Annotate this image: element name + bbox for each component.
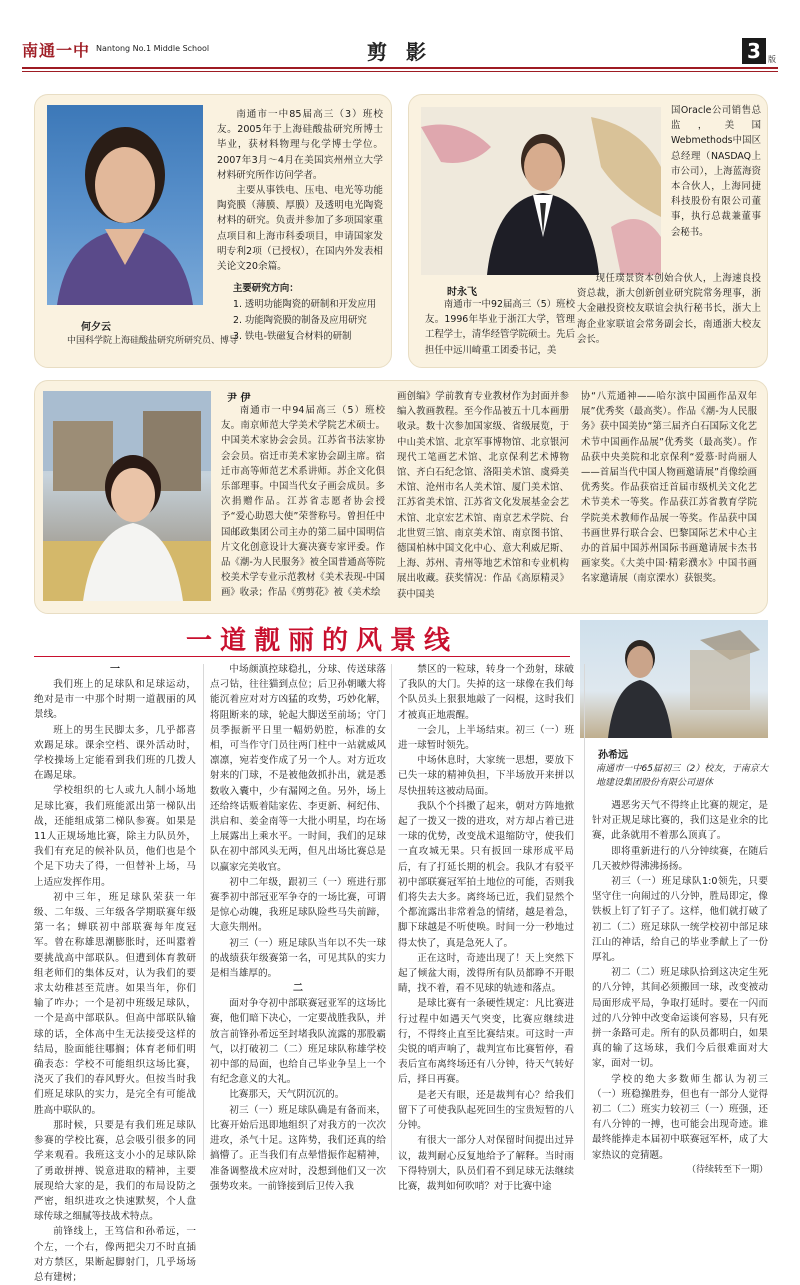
portrait-figure [580,620,768,738]
bio-he [217,107,383,274]
research-item: 1. 透明功能陶瓷的研制和开发应用 [233,299,377,310]
research-item: 2. 功能陶瓷膜的制备及应用研究 [233,315,367,326]
article-text-2 [210,662,386,1194]
school-logo-cn: 南通一中 [22,41,91,60]
page-suffix: 版 [768,55,776,64]
article-paragraph: 即将重新进行的八分钟续赛，在随后几天被炒得沸沸扬扬。 [592,845,768,872]
portrait-figure [47,105,203,305]
profile-panel-he [34,94,392,368]
name-sun: 孙希远 [598,750,628,761]
header-rule [22,67,778,69]
bio-shi-p: 南通市一中92届高三（5）班校友。1996年毕业于浙江大学，管理工程学士，清华经管学院硕士。先后担任中远川崎重工团委书记，美 [425,299,576,356]
header-rule-thin [22,71,778,72]
article-paragraph: 遇恶劣天气不得终止比赛的规定，是针对正规足球比赛的，我们这是业余的比赛，此条就用不着那么顶真了。 [592,800,768,842]
bio-yin-col3: 协“八荒通神——哈尔滨中国画作品双年展”优秀奖（最高奖）。作品《潮-为人民服务》获中国美协“第三届齐白石国际文化艺术节中国画作品展”优秀奖（最高奖）。作品获中央美院和北京保利“爱慕·时尚丽人——首届当代中国人物画邀请展”肖像绘画优秀奖。作品获宿迁首届市级机关文化艺术节美术一等奖。作品获江苏省教育学院学院美术教师作品展一等奖。作品获中国书画世界行联合会、巴黎国际艺术中心主办的首届中国苏州国际书画邀请展卡杰书画家奖。《大美中国·精彩濮水》中国书画名家邀请展（南京溧水）获银奖。 [581,391,757,585]
portrait-figure [421,107,661,275]
article-paragraph: 我们班上的足球队和足球运动，绝对是市一中那个时期一道靓丽的风景线。 [34,679,196,721]
article-paragraph: 我队个个抖擞了起来，朝对方阵地掀起了一拨又一拨的进攻，对方却占着已进一球的优势，改变战术退缩防守，使我们一直攻城无果。只有扳回一球形成平局后，有了打延长期的机会。我队才有驳平初中部联赛冠军拍土地位的可能，否则我们将失去大多。离终场已近，我们显然个个都流露出非常着急的情绪，越是着急，脚下球越是不听使唤。时间一分一秒地过得太快了，真是急死人了。 [398,800,574,949]
article-paragraph: 班上的男生民脚太多，几乎都喜欢踢足球。课余空档、课外活动时，学校操场上定能看到我们班的几拨人在踢足球。 [34,724,196,782]
portrait-figure [43,391,211,601]
section-number: 二 [293,983,303,995]
bio-yin-p1: 南通市一中94届高三（5）班校友。南京师范大学美术学院艺术硕士。中国美术家协会会员。江苏省书法家协会会员。宿迁市美术家协会副主席。宿迁市高等师范艺术系讲师。苏企文化俱乐部理事。中国当代女子画会成员。多次捐赠作品。江苏省志愿者协会授予“爱心助恩大使”荣誉称号。曾担任中国邮政集团公司主办的第二届中国明信片文化创意设计大赛决赛专家评委。作品《潮-为人民服务》被全国普通高等院校美术学专业示范教材《美术表现-中国画》收录；作品《剪剪花》被《美术绘 [221,405,385,599]
bio-shi-right-cont [577,271,761,347]
portrait-photo-sun [580,620,768,738]
article-text-4 [592,798,768,1163]
article-title: 一道靓丽的风景线 [186,626,459,656]
col-divider [391,664,392,1160]
article-text-3 [398,662,574,1194]
research-item: 3. 铁电-铁磁复合材料的研制 [233,331,352,342]
continued-note: （待续转至下一期） [686,1164,768,1175]
portrait-photo-he [47,105,203,305]
school-name-en: Nantong No.1 Middle School [96,44,210,53]
article-paragraph: 比赛那天，天气阴沉沉的。 [229,1089,345,1101]
caption-he: 中国科学院上海硅酸盐研究所研究员、博导 [67,336,239,346]
article-paragraph: 初中二年级，跟初三（一）班进行那赛季初中部冠亚军争夺的一场比赛，可谓是惊心动魄，我班足球队险些马失前蹄，大意失荆州。 [210,876,386,934]
article-text-1 [34,677,196,1285]
caption-sun: 南通市一中65届初三（2）校友，于南京大地建设集团股份有限公司退休 [596,764,768,788]
article-paragraph: 初三（一）班足球队当年以不失一球的战绩获年级赛第一名，可见其队的实力是相当雄厚的。 [210,937,386,980]
research-block-he [233,281,385,345]
bio-he-p2: 主要从事铁电、压电、电光等功能陶瓷膜（薄膜、厚膜）及透明电光陶瓷材料的研究。负责并参加了多项国家重点项目和上海市科委项目，申请国家发明专利2项（已授权），在国内外发表相关论文20余篇。 [217,185,383,273]
article-paragraph: 初三（一）班足球队1:0领先，只要坚守住一向闹过的八分钟，胜局即定，像铁板上钉了钉子了。这样，他们就打破了初二（二）班足球队一统学校初中部足球江山的神话，给自己的毕业季献上了一份厚礼。 [592,876,768,964]
article-col-1 [34,662,196,1285]
masthead [0,0,800,80]
article-col-4 [592,798,768,1178]
article-col-3 [398,662,574,1194]
article-paragraph: 前锋线上，王笃信和孙希远，一个左，一个右，像两把尖刀不时直插对方禁区，果断起脚射门，几乎场场总有建树； [34,1226,196,1283]
article-paragraph: 是球比赛有一条硬性规定：凡比赛进行过程中如遇天气突变，比赛应继续进行，不得终止直至比赛结束。可这时一声尖锐的哨声响了，裁判宣布比赛暂停，看表后宣布离终场还有八分钟，待天气转好后，择日再赛。 [398,998,574,1086]
article-paragraph: 禁区的一粒球，转身一个劲射，球破了我队的大门。失掉的这一球像在我们每个队员头上狠狠地敲了一闷棍，这时我们才被真正地震醒。 [398,664,574,721]
article-paragraph: 中场颜滇控球稳扎，分球、传送球落点刁钻，往往猫到点位；后卫孙朝曦大将能沉着应对对方凶猛的攻势，巧妙化解，将阻断来的球，轮起大脚送至前场；守门员季振新平日里一幅奶奶腔，标准的女相，可当作守门员往两门柱中一站就威风凛凛，宛若变作成了另一个人。对方近攻射来的门球，不是被他敛抓扑出，就是悉数收入囊中，少有漏网之鱼。另外，场上还给终话贩着陆家佐、李更新、柯纪伟、洪启和、姜金南等一大批小明星，均在场上展露出上乘水平。一时间，我们的足球队在初中部风头无两，但凡出场比赛总是以赢家完美收官。 [210,664,386,873]
article-col-2 [210,662,386,1194]
article-paragraph: 初中三年，班足球队荣获一年级、二年级、三年级各学期联赛年级第一名；蝉联初中部联赛每年度冠军。曾在称雄思潮膨胀时，还叫嚣着要挑战高中部联队。但遭到体育教研组老师们的集体反对，认为我们的要求太幼稚甚至荒唐。如果当年，你们输了咋办；一个是初中班级足球队，一个是高中部联队。但高中部联队输球的话，全体高中生无法接受这样的结局，脸面能往哪搁；体育老师们明确表态：学校不可能组织这场比赛，浇灭了我们的春风野火。但按当时我们班足球队的实力，是完全有可能战胜高中联队的。 [34,891,196,1116]
page-number: 3 [742,38,766,64]
bio-shi-right: 国Oracle公司销售总监，美国Webmethods中国区总经理（NASDAQ上市公司），上海蓝海资本合伙人，上海同捷科技股份有限公司董事，执行总裁兼董事会秘书。 [671,105,761,238]
portrait-photo-yin [43,391,211,601]
research-heading: 主要研究方向： [233,283,299,294]
article-paragraph: 初二（二）班足球队拾到这决定生死的八分钟，其间必须搬回一球，改变被动局面形成平局，争取打延时。要在一闪而过的八分钟中改变命运谈何容易，只有死拼一条路可走。所有的队员都明白，如果真的输了这场球，我们今后很难面对大家，面对一切。 [592,967,768,1070]
col-divider [584,664,585,1160]
article-paragraph: 面对争夺初中部联赛冠亚军的这场比赛，他们暗下决心，一定要战胜我队，并放言前锋孙希远至封堵我队流露的那股霸气，以打破初二（二）班足球队称雄学校初中部的局面，也给自己毕业争呈上一个有纪念意义的大礼。 [210,998,386,1086]
article-paragraph: 正在这时，奇迹出现了！天上突然下起了倾盆大雨，泼得所有队员都睁不开眼睛，找不着，看不见球的轨迹和落点。 [398,952,574,995]
section-number: 一 [110,664,120,675]
article-paragraph: 是老天有眼，还是裁判有心？给我们留下了可使我队起死回生的宝贵短暂的八分钟。 [398,1089,574,1132]
col-divider [203,664,204,1160]
article-paragraph: 一会儿，上半场结束。初三（一）班进一球暂时领先。 [398,724,574,752]
article-paragraph: 学校的绝大多数师生都认为初三（一）班稳操胜券，但也有一部分人觉得初二（二）班实力较初三（一）班强，还有八分钟的一搏，也可能会出现奇迹。谁最终能捧走本届初中联赛冠军杯，成了大家热议的竞猜题。 [592,1073,768,1161]
title-rule [34,656,570,657]
article-paragraph: 中场休息时，大家统一思想，要放下已失一球的精神负担，下半场放开来拼以尽快扭转这被动局面。 [398,755,574,797]
name-he: 何夕云 [81,322,111,333]
bio-shi-cont: 现任璞景资本创始合伙人，上海速良投资总裁，浙大创新创业研究院常务理事，浙大金融投资校友联谊会执行秘书长，浙大上海企业家联谊会常务副会长，南通浙大校友会长。 [577,273,761,345]
article-paragraph: 初三（一）班足球队确是有备而来，比赛开始后迅即地组织了对我方的一次次进攻，杀气十足。这阵势，我们还真的给搞懵了。正当我们有点晕惜振作起精神，准备调整战术应对时，没想到他们又一次强势攻来。一前锋接到后卫传入我 [210,1104,386,1192]
bio-shi-left [425,297,575,358]
name-yin: 尹 伊 [227,393,251,404]
name-shi: 时永飞 [447,287,477,298]
bio-he-p1: 南通市一中85届高三（3）班校友。2005年于上海硅酸盐研究所博士毕业，获材料物理与化学博士学位。2007年3月～4月在美国宾州州立大学材料研究所作访问学者。 [217,109,383,181]
section-title: 剪 影 [367,40,432,64]
bio-yin-col2: 画创编》学前教育专业教材作为封面并参编入教画教程。至今作品被五十几本画册收录。数十次参加国家级、省级展览，于中山美术馆、北京军事博物馆、北京银河现代工笔画艺术馆、北京保利艺术博物馆、齐白石纪念馆、洛阳美术馆、虞舜美术馆、沧州市名人美术馆、厦门美术馆、江苏省美术馆、江苏省文化发展基金会艺术馆、北京宏艺术馆、南京艺术学院、台北世贸三馆、南京美术馆、南京图书馆、德国柏林中国文化中心、意大利威尼斯、上海、苏州、青州等地艺术馆和专业机构展出收藏。获奖情况：作品《高原精灵》获中国美 [397,391,569,600]
article-paragraph: 有很大一部分人对保留时间提出过异议，裁判耐心反复地给予了解释。当时雨下得特别大，队员们看不到足球无法继续比赛，裁判如何吹哨？对于比赛中途 [398,1135,574,1192]
profile-panel-yin [34,380,768,614]
article-paragraph: 那时候，只要是有我们班足球队参赛的学校比赛，总会吸引很多的同学来观看。我班这支小小的足球队除了勇敢拼搏、锐意进取的精神，主要展现给大家的是，我们的布局设防之严密，组织进攻之快速默契，个人盘球传球之细腻等技战术特点。 [34,1119,196,1223]
portrait-photo-shi [421,107,661,275]
profile-panel-shi [408,94,768,368]
bio-yin-col1 [221,403,385,601]
article-paragraph: 学校组织的七人或九人制小场地足球比赛，我们班能派出第一梯队出战，还能组成第二梯队参赛。如果是11人正规场地比赛，除主力队员外，我们有充足的候补队员，他们也是个个足下功夫了得，一但替补上场，马上适应发挥作用。 [34,785,196,888]
